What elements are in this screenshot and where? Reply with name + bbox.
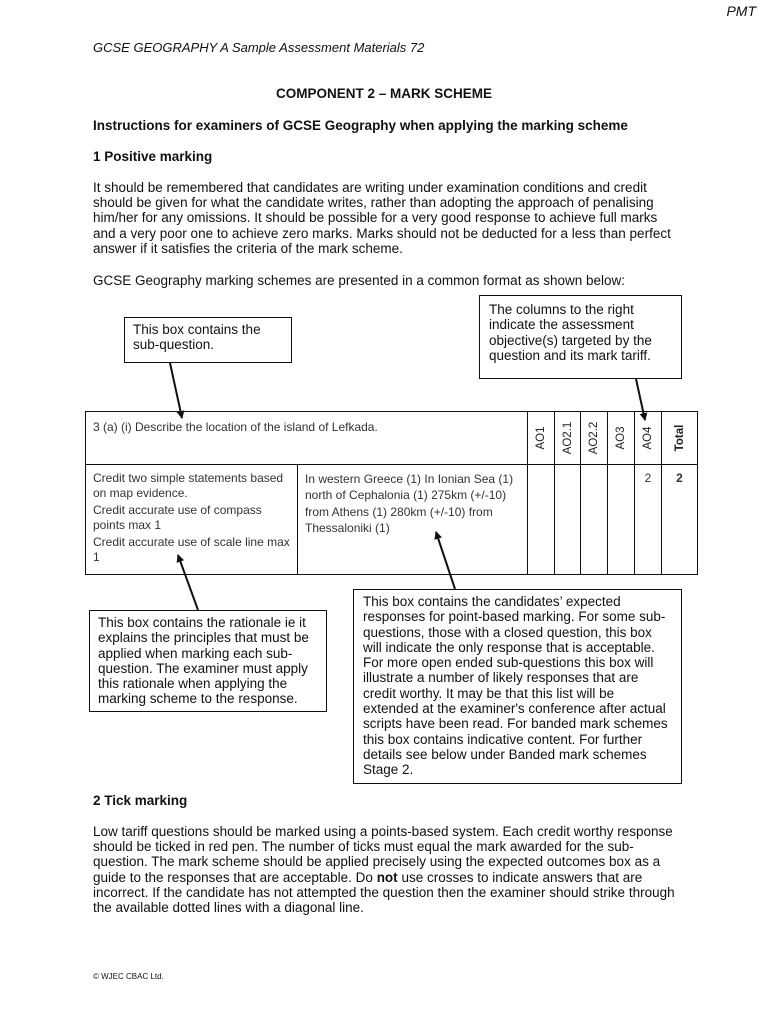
callout-rationale: This box contains the rationale ie it explains the principles that must be applied when marking each sub-question. The examiner must apply this rationale when applying the marking scheme to the response. xyxy=(89,610,327,712)
column-header-ao2-2: AO2.2 xyxy=(581,412,608,465)
arrow-to-responses xyxy=(436,532,455,589)
sub-question-text: 3 (a) (i) Describe the location of the island of Lefkada. xyxy=(93,420,378,434)
responses-text: In western Greece (1) In Ionian Sea (1) north of Cephalonia (1) 275km (+/-10) from Athens (1) 280km (+/-10) from Thessaloniki (1) xyxy=(305,472,514,535)
arrow-to-columns xyxy=(636,379,645,420)
rationale-line: Credit two simple statements based on map evidence. xyxy=(93,471,284,500)
pmt-mark: PMT xyxy=(726,3,756,19)
column-header-total: Total xyxy=(662,412,698,465)
section-1-paragraph-2: GCSE Geography marking schemes are presented in a common format as shown below: xyxy=(93,273,625,288)
callout-subquestion: This box contains the sub-question. xyxy=(124,317,292,363)
arrow-to-subquestion xyxy=(170,363,182,418)
running-head: GCSE GEOGRAPHY A Sample Assessment Materials 72 xyxy=(93,40,425,55)
section-1-paragraph-1: It should be remembered that candidates are writing under examination conditions and credit should be given for what the candidate writes, rather than adopting the approach of penalising him/her for any omissions. It should be possible for a very good response to achieve full marks and a very poor one to achieve zero marks. Marks should not be deducted for a less than perfect answer if it satisfies the criteria of the mark scheme. xyxy=(93,180,671,256)
callout-columns: The columns to the right indicate the assessment objective(s) targeted by the question and its mark tariff. xyxy=(479,295,682,379)
callout-responses: This box contains the candidates’ expected responses for point-based marking. For some sub-questions, those with a closed question, this box will indicate the only response that is acceptable. For more open ended sub-questions this box will illustrate a number of likely responses that are credit worthy. It may be that this list will be extended at the examiner's conference after actual scripts have been read. For banded mark schemes this box contains indicative content. For further details see below under Banded mark schemes Stage 2. xyxy=(353,589,682,784)
rationale-line: Credit accurate use of scale line max 1 xyxy=(93,535,290,564)
rationale-line: Credit accurate use of compass points max 1 xyxy=(93,503,262,532)
mark-ao4: 2 xyxy=(635,465,662,575)
section-2-paragraph: Low tariff questions should be marked using a points-based system. Each credit worthy response should be ticked in red pen. The number of ticks must equal the mark awarded for the sub-question. The mark scheme should be applied precisely using the expected outcomes box as a guide to the responses that are acceptable. Do not use crosses to indicate answers that are incorrect. If the candidate has not attempted the question then the examiner should strike through the available dotted lines with a diagonal line. xyxy=(93,824,675,916)
column-header-ao2-1: AO2.1 xyxy=(555,412,581,465)
section-2-heading: 2 Tick marking xyxy=(93,793,188,808)
mark-total: 2 xyxy=(662,465,698,575)
column-header-ao3: AO3 xyxy=(608,412,635,465)
copyright-footer: © WJEC CBAC Ltd. xyxy=(93,972,164,981)
page-title: COMPONENT 2 – MARK SCHEME xyxy=(275,86,493,101)
column-header-ao1: AO1 xyxy=(528,412,555,465)
column-header-ao4: AO4 xyxy=(635,412,662,465)
arrow-to-rationale xyxy=(178,555,198,610)
instructions-heading: Instructions for examiners of GCSE Geography when applying the marking scheme xyxy=(93,118,628,133)
section-1-heading: 1 Positive marking xyxy=(93,149,213,164)
